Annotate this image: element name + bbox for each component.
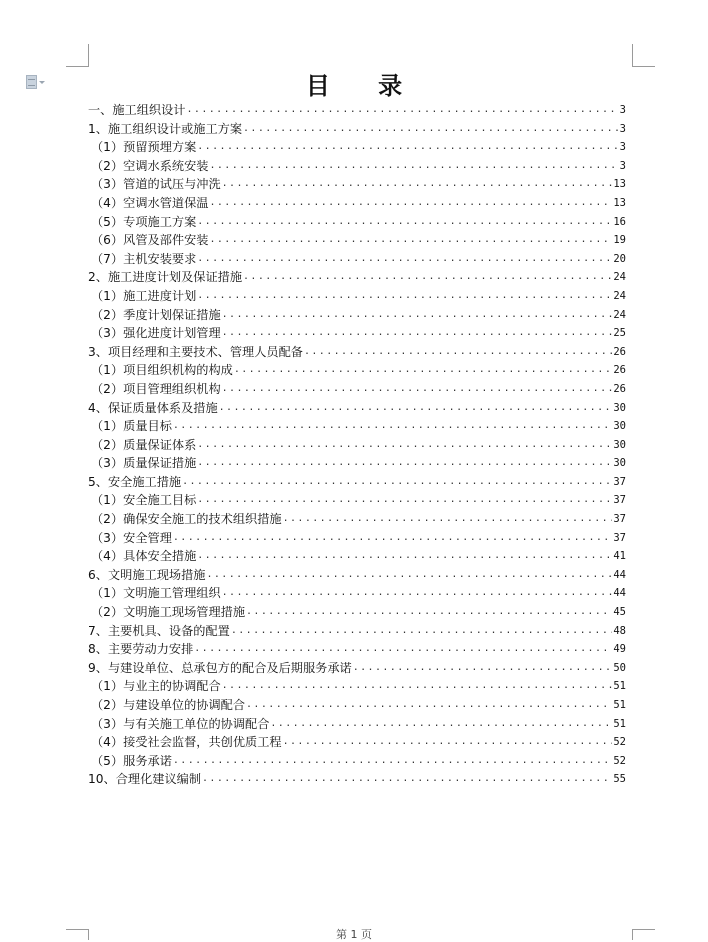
toc-entry[interactable] xyxy=(88,175,626,194)
toc-entry[interactable] xyxy=(88,491,626,510)
toc-entry-page-number: 26 xyxy=(613,345,626,358)
toc-entry-label: （1）安全施工目标 xyxy=(91,493,197,508)
toc-entry-label: 7、主要机具、设备的配置 xyxy=(88,623,230,638)
toc-entry-label: （1）文明施工管理组织 xyxy=(91,586,221,601)
toc-entry-page-number: 13 xyxy=(613,178,626,191)
toc-dot-leader xyxy=(197,250,612,269)
toc-dot-leader xyxy=(209,231,612,250)
toc-dot-leader xyxy=(197,213,612,232)
toc-entry[interactable] xyxy=(88,696,626,715)
toc-dot-leader xyxy=(182,473,612,492)
toc-entry-label: （2）与建设单位的协调配合 xyxy=(91,698,246,712)
toc-entry-label: （3）管道的试压与冲洗 xyxy=(91,177,221,192)
toc-entry-label: （3）安全管理 xyxy=(91,530,172,545)
toc-entry-label: （4）接受社会监督，共创优质工程 xyxy=(91,735,282,750)
toc-entry-label: （3）强化进度计划管理 xyxy=(91,326,221,341)
toc-dot-leader xyxy=(197,287,612,306)
toc-entry[interactable] xyxy=(88,399,626,418)
toc-entry[interactable] xyxy=(88,268,626,287)
toc-dot-leader xyxy=(283,733,613,752)
toc-dot-leader xyxy=(222,306,613,325)
crop-mark-top-right xyxy=(632,44,655,67)
toc-entry[interactable] xyxy=(88,584,626,603)
toc-entry-page-number: 52 xyxy=(613,754,626,767)
toc-dot-leader xyxy=(173,752,612,771)
toc-dot-leader xyxy=(243,268,612,287)
toc-entry[interactable] xyxy=(88,752,626,771)
toc-dot-leader xyxy=(209,157,618,176)
toc-dot-leader xyxy=(304,343,612,362)
toc-entry[interactable] xyxy=(88,529,626,548)
toc-entry-page-number: 50 xyxy=(613,661,626,674)
toc-entry-page-number: 24 xyxy=(613,271,626,284)
toc-entry[interactable] xyxy=(88,436,626,455)
toc-entry[interactable] xyxy=(88,361,626,380)
toc-dot-leader xyxy=(197,138,618,157)
toc-entry[interactable] xyxy=(88,120,626,139)
toc-entry-page-number: 30 xyxy=(613,438,626,451)
toc-dot-leader xyxy=(222,677,613,696)
toc-entry-page-number: 37 xyxy=(613,475,626,488)
toc-dot-leader xyxy=(222,380,613,399)
toc-entry-label: （2）确保安全施工的技术组织措施 xyxy=(91,512,282,527)
toc-entry-page-number: 55 xyxy=(613,773,626,786)
toc-dot-leader xyxy=(197,454,612,473)
toc-entry-label: 9、与建设单位、总承包方的配合及后期服务承诺 xyxy=(88,660,352,675)
toc-dot-leader xyxy=(173,529,612,548)
toc-entry-label: （2）文明施工现场管理措施 xyxy=(91,605,246,620)
toc-dot-leader xyxy=(246,696,612,715)
toc-entry[interactable] xyxy=(88,454,626,473)
toc-entry-label: （1）项目组织机构的构成 xyxy=(91,363,233,378)
toc-entry-page-number: 41 xyxy=(613,550,626,563)
toc-entry-label: （5）服务承诺 xyxy=(91,753,172,768)
toc-dot-leader xyxy=(197,491,612,510)
toc-entry-page-number: 51 xyxy=(613,699,626,711)
toc-entry-label: 一、施工组织设计 xyxy=(88,103,186,117)
toc-dot-leader xyxy=(197,547,612,566)
toc-entry-page-number: 13 xyxy=(613,196,626,209)
toc-entry-page-number: 20 xyxy=(613,252,626,265)
toc-dot-leader xyxy=(231,622,613,641)
toc-entry-label: 10、合理化建议编制 xyxy=(88,772,202,787)
toc-entry-label: （6）风管及部件安装 xyxy=(91,233,209,248)
toc-entry-page-number: 30 xyxy=(613,420,626,433)
toc-dot-leader xyxy=(173,417,612,436)
toc-entry[interactable] xyxy=(88,380,626,399)
toc-entry-page-number: 30 xyxy=(613,457,626,470)
toc-entry[interactable] xyxy=(88,622,626,641)
toc-entry-label: （2）季度计划保证措施 xyxy=(91,307,221,322)
table-of-contents xyxy=(88,101,626,789)
toc-entry-label: 3、项目经理和主要技术、管理人员配备 xyxy=(88,344,303,359)
toc-entry[interactable] xyxy=(88,324,626,343)
toc-entry-label: 4、保证质量体系及措施 xyxy=(88,400,218,415)
toc-dot-leader xyxy=(243,120,619,139)
toc-entry[interactable] xyxy=(88,157,626,176)
toc-entry[interactable] xyxy=(88,510,626,529)
toc-entry-page-number: 25 xyxy=(613,327,626,340)
toc-entry-page-number: 3 xyxy=(619,141,626,154)
toc-entry[interactable] xyxy=(88,677,626,696)
toc-entry[interactable] xyxy=(88,306,626,325)
toc-entry[interactable] xyxy=(88,250,626,269)
toc-entry-page-number: 24 xyxy=(613,308,626,321)
toc-entry-page-number: 3 xyxy=(619,104,626,116)
toc-dot-leader xyxy=(222,324,613,343)
toc-entry[interactable] xyxy=(88,343,626,362)
toc-entry-page-number: 37 xyxy=(613,513,626,526)
toc-entry[interactable] xyxy=(88,715,626,734)
toc-entry-label: 8、主要劳动力安排 xyxy=(88,642,194,657)
toc-dot-leader xyxy=(353,659,613,678)
crop-mark-top-left xyxy=(66,44,89,67)
toc-entry-label: 6、文明施工现场措施 xyxy=(88,567,206,582)
toc-entry-page-number: 51 xyxy=(613,717,626,730)
toc-entry-page-number: 48 xyxy=(613,624,626,637)
toc-entry-page-number: 44 xyxy=(613,587,626,600)
toc-entry[interactable] xyxy=(88,770,626,789)
toc-entry-label: （4）具体安全措施 xyxy=(91,549,197,564)
toc-entry-page-number: 44 xyxy=(613,568,626,581)
toc-entry-page-number: 37 xyxy=(613,531,626,544)
toc-entry-label: （2）空调水系统安装 xyxy=(91,158,209,173)
toc-entry[interactable] xyxy=(88,640,626,659)
toc-entry-label: （2）质量保证体系 xyxy=(91,437,197,452)
toc-entry-label: （1）预留预埋方案 xyxy=(91,140,197,155)
toc-entry[interactable] xyxy=(88,194,626,213)
toc-entry[interactable] xyxy=(88,101,626,120)
toc-entry[interactable] xyxy=(88,231,626,250)
toc-entry-page-number: 49 xyxy=(613,643,626,656)
toc-entry[interactable] xyxy=(88,417,626,436)
toc-entry-label: （7）主机安装要求 xyxy=(91,251,197,266)
toc-dot-leader xyxy=(234,361,613,380)
toc-entry-page-number: 3 xyxy=(619,122,626,135)
toc-dot-leader xyxy=(197,436,612,455)
toc-dot-leader xyxy=(219,399,613,418)
toc-entry-page-number: 24 xyxy=(613,289,626,302)
toc-entry-label: （1）质量目标 xyxy=(91,419,172,434)
page-title: 目 录 xyxy=(305,71,423,100)
toc-entry[interactable] xyxy=(88,733,626,752)
toc-entry-page-number: 19 xyxy=(613,234,626,247)
toc-dot-leader xyxy=(222,175,613,194)
toc-entry-label: 5、安全施工措施 xyxy=(88,474,182,489)
toc-dot-leader xyxy=(270,715,612,734)
toc-entry[interactable] xyxy=(88,138,626,157)
toc-entry-page-number: 30 xyxy=(613,401,626,414)
toc-entry-page-number: 3 xyxy=(619,159,626,172)
toc-entry-page-number: 45 xyxy=(613,606,626,619)
toc-entry-label: （2）项目管理组织机构 xyxy=(91,381,221,396)
toc-entry-label: 1、施工组织设计或施工方案 xyxy=(88,121,243,136)
toc-dot-leader xyxy=(222,584,613,603)
toc-entry-label: （3）质量保证措施 xyxy=(91,456,197,471)
toc-entry-page-number: 26 xyxy=(613,364,626,377)
toc-entry[interactable] xyxy=(88,287,626,306)
toc-dot-leader xyxy=(194,640,612,659)
toc-entry-page-number: 51 xyxy=(613,680,626,693)
toc-entry[interactable] xyxy=(88,213,626,232)
toc-dot-leader xyxy=(209,194,612,213)
toc-entry[interactable] xyxy=(88,566,626,585)
page-number-footer: 第 1 页 xyxy=(336,928,372,941)
toc-entry-label: （1）施工进度计划 xyxy=(91,288,197,303)
toc-dot-leader xyxy=(246,603,612,622)
toc-entry[interactable] xyxy=(88,659,626,678)
toc-entry-page-number: 26 xyxy=(613,382,626,395)
toc-dot-leader xyxy=(187,101,619,120)
toc-entry[interactable] xyxy=(88,547,626,566)
toc-entry-label: （1）与业主的协调配合 xyxy=(91,679,221,694)
toc-entry-label: 2、施工进度计划及保证措施 xyxy=(88,270,243,285)
toc-entry[interactable] xyxy=(88,603,626,622)
toc-entry-page-number: 16 xyxy=(613,215,626,228)
toc-entry-label: （5）专项施工方案 xyxy=(91,214,197,229)
toc-entry-label: （4）空调水管道保温 xyxy=(91,195,209,210)
toc-entry[interactable] xyxy=(88,473,626,492)
toc-dot-leader xyxy=(202,770,612,789)
toc-entry-page-number: 37 xyxy=(613,494,626,507)
toc-dot-leader xyxy=(283,510,613,529)
toc-entry-page-number: 52 xyxy=(613,736,626,749)
toc-entry-label: （3）与有关施工单位的协调配合 xyxy=(91,716,270,731)
toc-dot-leader xyxy=(206,566,612,585)
